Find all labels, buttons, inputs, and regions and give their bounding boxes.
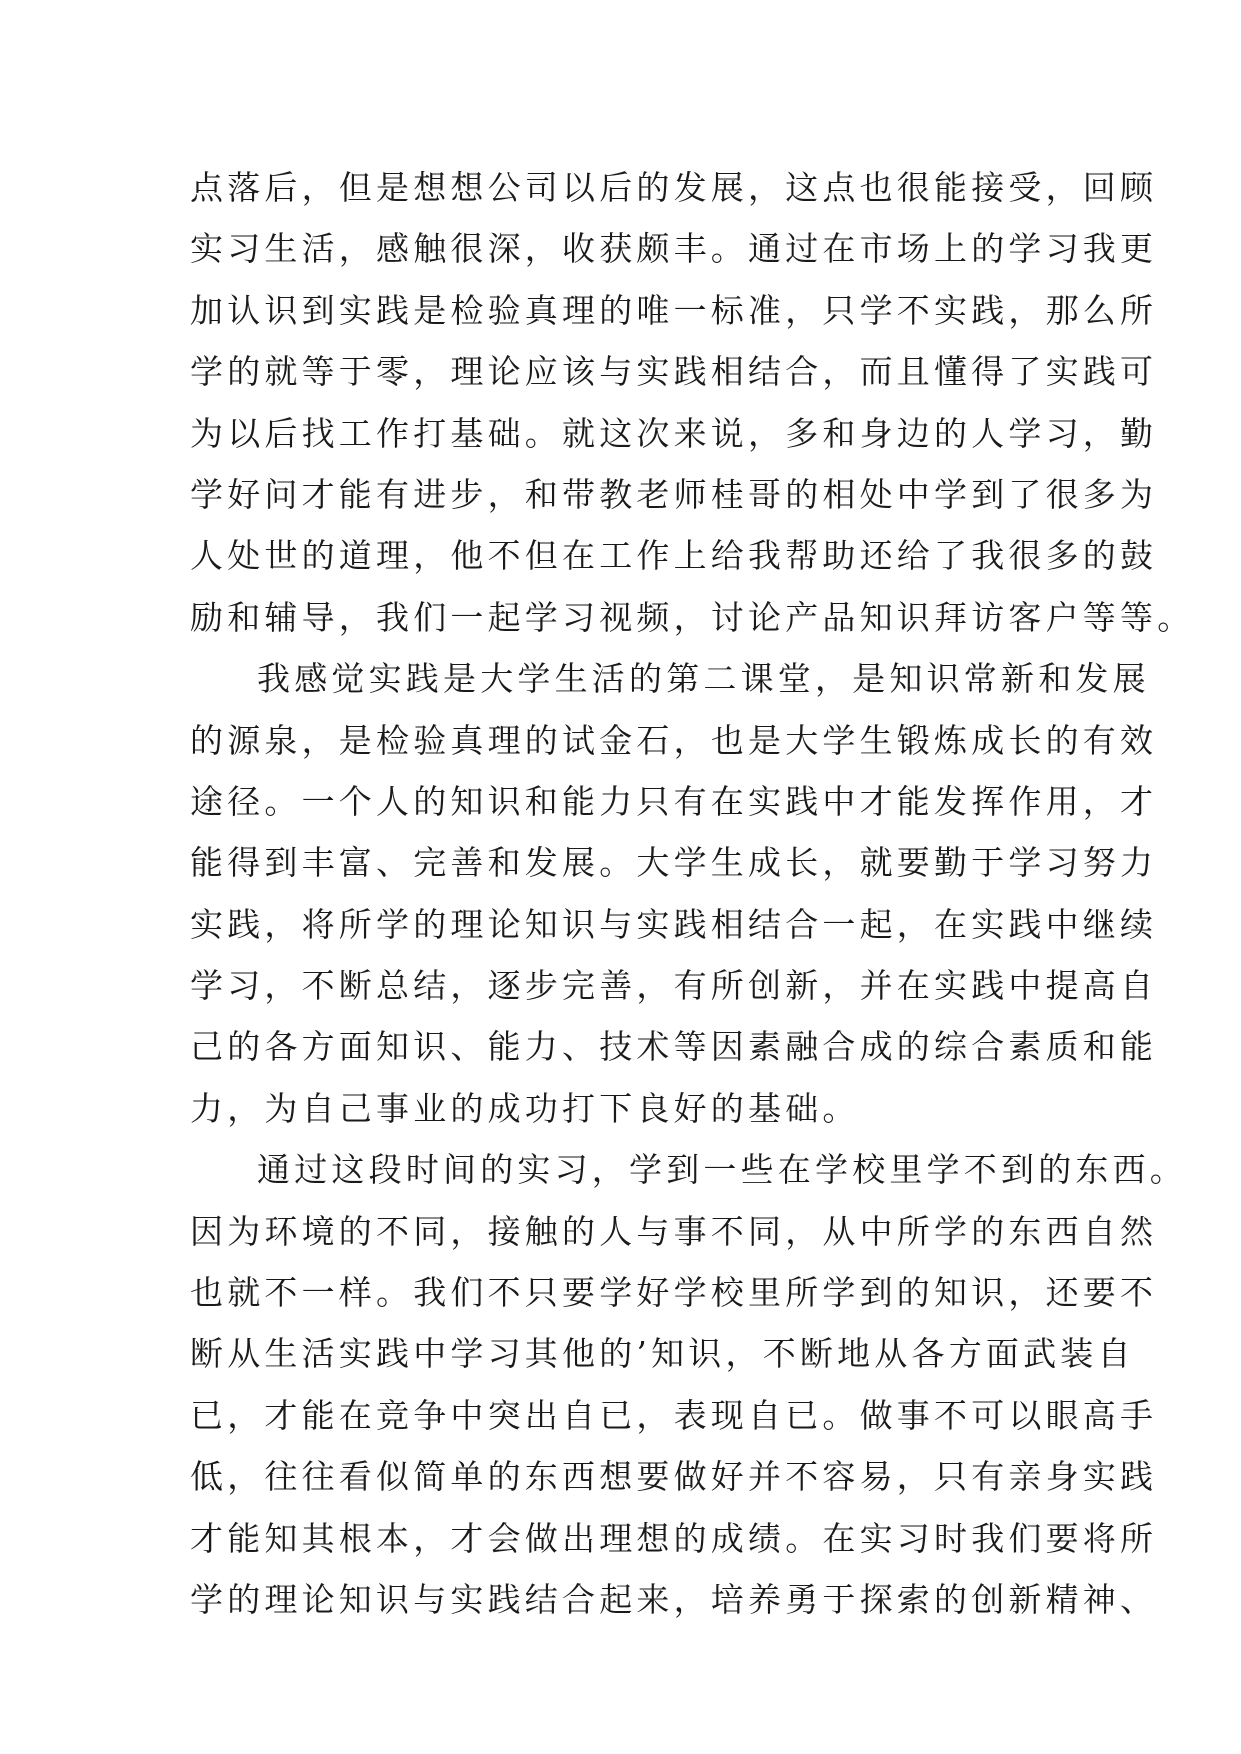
paragraph-1-line-6: 学好问才能有进步，和带教老师桂哥的相处中学到了很多为 (190, 474, 1158, 514)
paragraph-3-line-1: 通过这段时间的实习，学到一些在学校里学不到的东西。 (257, 1150, 1187, 1190)
paragraph-3-line-6: 低，往往看似简单的东西想要做好并不容易，只有亲身实践 (190, 1457, 1158, 1497)
paragraph-2-line-5: 实践，将所学的理论知识与实践相结合一起，在实践中继续 (190, 904, 1158, 944)
paragraph-1-line-5: 为以后找工作打基础。就这次来说，多和身边的人学习，勤 (190, 413, 1158, 453)
paragraph-3-line-2: 因为环境的不同，接触的人与事不同，从中所学的东西自然 (190, 1211, 1158, 1251)
paragraph-3-line-5: 已，才能在竞争中突出自已，表现自已。做事不可以眼高手 (190, 1395, 1158, 1435)
paragraph-2-line-3: 途径。一个人的知识和能力只有在实践中才能发挥作用，才 (190, 781, 1158, 821)
paragraph-3-line-7: 才能知其根本，才会做出理想的成绩。在实习时我们要将所 (190, 1518, 1158, 1558)
paragraph-3-line-8: 学的理论知识与实践结合起来，培养勇于探索的创新精神、 (190, 1579, 1158, 1619)
paragraph-2-line-6: 学习，不断总结，逐步完善，有所创新，并在实践中提高自 (190, 966, 1158, 1006)
paragraph-1-line-7: 人处世的道理，他不但在工作上给我帮助还给了我很多的鼓 (190, 536, 1158, 576)
paragraph-2-line-7: 己的各方面知识、能力、技术等因素融合成的综合素质和能 (190, 1027, 1158, 1067)
paragraph-2-line-8: 力，为自己事业的成功打下良好的基础。 (190, 1088, 860, 1128)
paragraph-1-line-3: 加认识到实践是检验真理的唯一标准，只学不实践，那么所 (190, 290, 1158, 330)
paragraph-1-line-2: 实习生活，感触很深，收获颇丰。通过在市场上的学习我更 (190, 229, 1158, 269)
paragraph-1-line-4: 学的就等于零，理论应该与实践相结合，而且懂得了实践可 (190, 352, 1158, 392)
paragraph-2-line-4: 能得到丰富、完善和发展。大学生成长，就要勤于学习努力 (190, 843, 1158, 883)
paragraph-3-line-4: 断从生活实践中学习其他的’知识，不断地从各方面武装自 (190, 1334, 1135, 1374)
paragraph-1-line-8: 励和辅导，我们一起学习视频，讨论产品知识拜访客户等等。 (190, 597, 1195, 637)
paragraph-2-line-2: 的源泉，是检验真理的试金石，也是大学生锻炼成长的有效 (190, 720, 1158, 760)
paragraph-2-line-1: 我感觉实践是大学生活的第二课堂，是知识常新和发展 (257, 659, 1150, 699)
paragraph-1-line-1: 点落后，但是想想公司以后的发展，这点也很能接受，回顾 (190, 168, 1158, 207)
paragraph-3-line-3: 也就不一样。我们不只要学好学校里所学到的知识，还要不 (190, 1273, 1158, 1313)
body-text (190, 157, 1195, 1630)
